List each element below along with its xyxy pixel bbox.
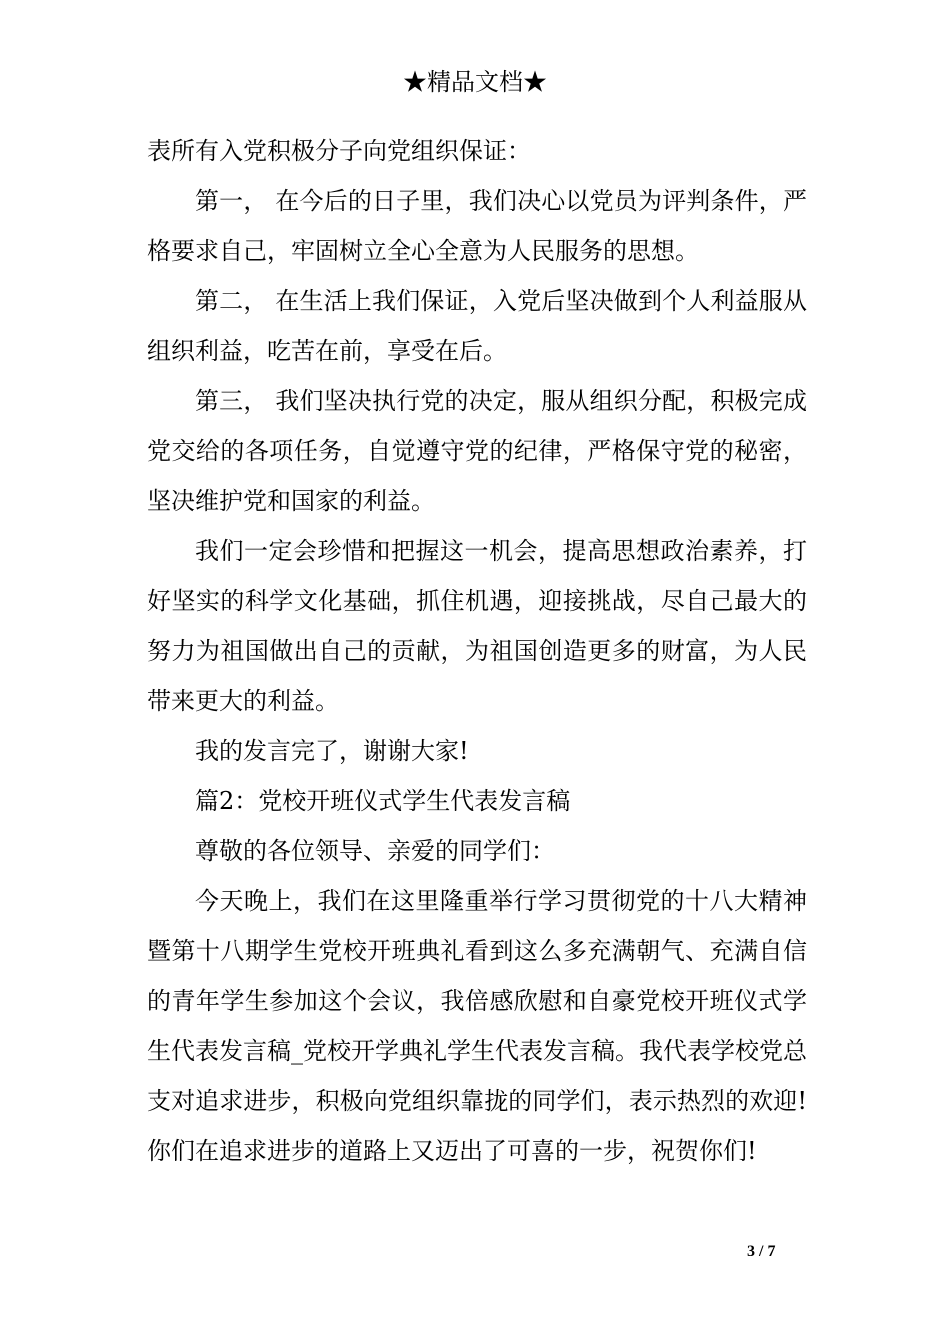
- paragraph: 我的发言完了，谢谢大家!: [195, 737, 469, 765]
- section-heading: 篇2：党校开班仪式学生代表发言稿: [195, 787, 571, 815]
- paragraph: 第二， 在生活上我们保证，入党后坚决做到个人利益服从组织利益，吃苦在前，享受在后。: [147, 287, 807, 365]
- paragraph: 第一， 在今后的日子里，我们决心以党员为评判条件，严格要求自己，牢固树立全心全意为人民服务的思想。: [147, 187, 807, 265]
- paragraph: 表所有入党积极分子向党组织保证：: [147, 137, 531, 165]
- document-body: [147, 126, 807, 1176]
- header-title: ★精品文档★: [403, 68, 547, 96]
- salutation: 尊敬的各位领导、亲爱的同学们：: [195, 837, 555, 865]
- paragraph: 今天晚上，我们在这里隆重举行学习贯彻党的十八大精神暨第十八期学生党校开班典礼看到这么多充满朝气、充满自信的青年学生参加这个会议，我倍感欣慰和自豪党校开班仪式学生代表发言稿_党校开学典礼学生代表发言稿。我代表学校党总支对追求进步，积极向党组织靠拢的同学们，表示热烈的欢迎!你们在追求进步的道路上又迈出了可喜的一步，祝贺你们!: [147, 887, 807, 1165]
- page-number: 3 / 7: [747, 1243, 776, 1260]
- paragraph: 我们一定会珍惜和把握这一机会，提高思想政治素养，打好坚实的科学文化基础，抓住机遇，迎接挑战，尽自己最大的努力为祖国做出自己的贡献，为祖国创造更多的财富，为人民带来更大的利益。: [147, 537, 807, 715]
- document-header: [0, 64, 950, 100]
- paragraph: 第三， 我们坚决执行党的决定，服从组织分配，积极完成党交给的各项任务，自觉遵守党的纪律，严格保守党的秘密，坚决维护党和国家的利益。: [147, 387, 807, 515]
